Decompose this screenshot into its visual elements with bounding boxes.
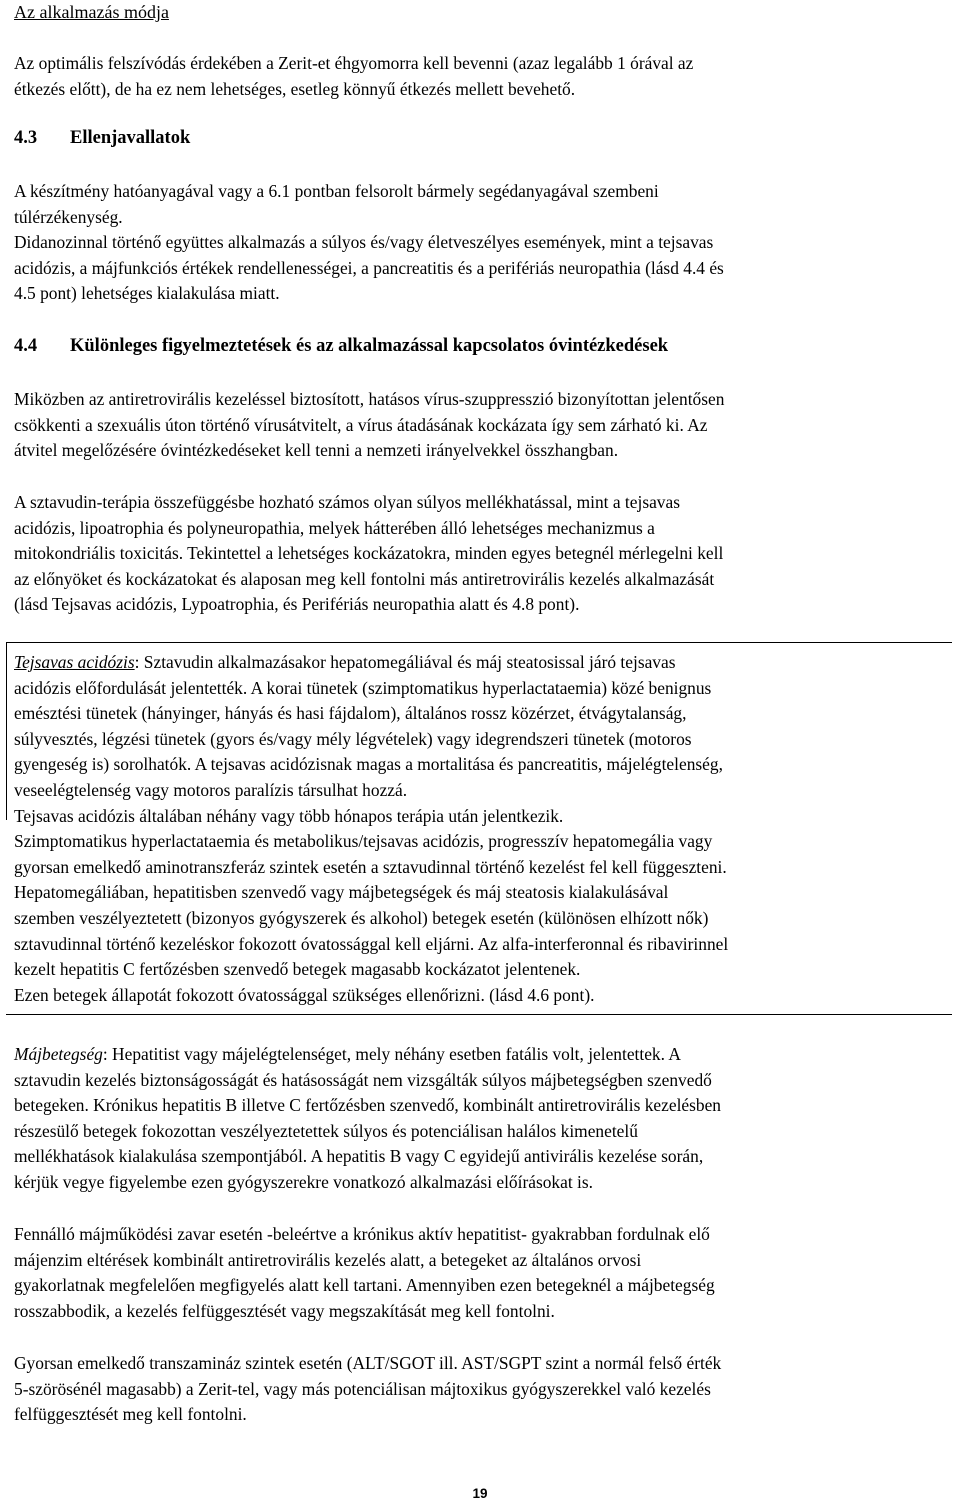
text-line: rosszabbodik, a kezelés felfüggesztését vagy megszakítását meg kell fontolni. — [14, 1300, 555, 1321]
text-line: Didanozinnal történő együttes alkalmazás a súlyos és/vagy életveszélyes események, mint a tejsavas — [14, 232, 714, 253]
text-line: 5-szörösénél magasabb) a Zerit-tel, vagy más potenciálisan májtoxikus gyógyszerekkel való kezelés — [14, 1378, 711, 1399]
text-line: májenzim eltérések kombinált antiretrovirális kezelés alatt, a betegeket az általános orvosi — [14, 1249, 642, 1270]
text-line: kérjük vegye figyelembe ezen gyógyszerekre vonatkozó alkalmazási előírásokat is. — [14, 1171, 593, 1192]
text-line: Tejsavas acidózis általában néhány vagy több hónapos terápia után jelentkezik. — [14, 805, 564, 826]
text-line: sztavudin kezelés biztonságosságát és hatásosságát nem vizsgálták súlyos májbetegségben szenvedő — [14, 1069, 712, 1090]
text-line: betegeken. Krónikus hepatitis B illetve C fertőzésben szenvedő, kombinált antiretrovirális kezelésben — [14, 1095, 721, 1116]
section-4-3-heading — [14, 128, 190, 149]
text-line: gyorsan emelkedő aminotranszferáz szintek esetén a sztavudinnal történő kezelést fel kell függeszteni. — [14, 856, 727, 877]
lactic-acidosis-paragraph — [14, 650, 728, 1008]
box-left-border — [6, 642, 7, 820]
box-top-border — [6, 642, 952, 643]
stavudine-risk-paragraph — [14, 490, 723, 618]
text-line: Az optimális felszívódás érdekében a Zerit-et éhgyomorra kell bevenni (azaz legalább 1 órával az — [14, 53, 694, 73]
text-line: Ezen betegek állapotát fokozott óvatossággal szükséges ellenőrizni. (lásd 4.6 pont). — [14, 984, 595, 1005]
transaminase-paragraph — [14, 1351, 721, 1428]
text-line: gyengeség is) sorolhatók. A tejsavas acidózisnak magas a mortalitása és pancreatitis, májelégtelenség, — [14, 754, 723, 775]
section-title: Különleges figyelmeztetések és az alkalmazással kapcsolatos óvintézkedések — [70, 336, 669, 356]
text-line — [14, 1042, 721, 1068]
usage-paragraph — [14, 51, 693, 102]
liver-dysfunction-paragraph — [14, 1222, 715, 1324]
text-line: túlérzékenység. — [14, 206, 123, 227]
section-number: 4.4 — [14, 336, 38, 356]
text-line: sztavudinnal történő kezeléskor fokozott óvatossággal kell eljárni. Az alfa-interferonnal és ribavirinnel — [14, 933, 729, 954]
text-line: Fennálló májműködési zavar esetén -beleértve a krónikus aktív hepatitist- gyakrabban fordulnak elő — [14, 1224, 710, 1244]
page-number: 19 — [472, 1486, 488, 1501]
liver-disease-label: Májbetegség — [14, 1044, 103, 1064]
text-line: szemben veszélyeztetett (bizonyos gyógyszerek és alkohol) betegek esetén (különösen elhízott nők) — [14, 907, 709, 928]
section-4-4-heading — [14, 336, 668, 357]
text-line: veseelégtelenség vagy motoros paralízis társulhat hozzá. — [14, 779, 408, 800]
lactic-acidosis-first-line: : Sztavudin alkalmazásakor hepatomegáliával és máj steatosissal járó tejsavas — [134, 652, 676, 672]
text-line: acidózis előfordulását jelentették. A korai tünetek (szimptomatikus hyperlactataemia) közé benignus — [14, 677, 712, 698]
text-line: 4.5 pont) lehetséges kialakulása miatt. — [14, 283, 280, 304]
text-line: Szimptomatikus hyperlactataemia és metabolikus/tejsavas acidózis, progresszív hepatomegália vagy — [14, 831, 713, 852]
text-line: A készítmény hatóanyagával vagy a 6.1 pontban felsorolt bármely segédanyagával szembeni — [14, 181, 659, 201]
text-line: gyakorlatnak megfelelően megfigyelés alatt kell tartani. Amennyiben ezen betegeknél a májbetegség — [14, 1275, 715, 1296]
liver-disease-paragraph — [14, 1042, 721, 1196]
text-line: kezelt hepatitis C fertőzésben szenvedő betegek magasabb kockázatot jelentenek. — [14, 959, 581, 980]
liver-disease-first-line: : Hepatitist vagy májelégtelenséget, mely néhány esetben fatális volt, jelentettek. A — [102, 1044, 681, 1064]
text-line: súlyvesztés, légzési tünetek (gyors és/vagy mély légvételek) vagy idegrendszeri tünetek (motoros — [14, 728, 692, 749]
contraindications-paragraph — [14, 179, 724, 307]
box-bottom-border — [6, 1014, 952, 1015]
text-line: átvitel megelőzésére óvintézkedéseket kell tenni a nemzeti irányelvekkel összhangban. — [14, 440, 619, 461]
text-line: felfüggesztését meg kell fontolni. — [14, 1404, 247, 1425]
usage-heading: Az alkalmazás módja — [14, 2, 169, 22]
transmission-paragraph — [14, 387, 724, 464]
text-line: (lásd Tejsavas acidózis, Lypoatrophia, és Perifériás neuropathia alatt és 4.8 pont). — [14, 594, 580, 615]
text-line: Hepatomegáliában, hepatitisben szenvedő vagy májbetegségek és máj steatosis kialakulásával — [14, 882, 669, 903]
section-title: Ellenjavallatok — [70, 128, 191, 148]
text-line: A sztavudin-terápia összefüggésbe hozható számos olyan súlyos mellékhatással, mint a tejsavas — [14, 492, 680, 512]
text-line — [14, 650, 728, 676]
text-line: acidózis, lipoatrophia és polyneuropathia, melyek hátterében álló lehetséges mechanizmus a — [14, 517, 655, 538]
text-line: Miközben az antiretrovirális kezeléssel biztosított, hatásos vírus-szuppresszió bizonyítottan jelentősen — [14, 389, 725, 409]
text-line: csökkenti a szexuális úton történő vírusátvitelt, a vírus átadásának kockázata így sem zárható ki. Az — [14, 414, 708, 435]
text-line: az előnyöket és kockázatokat és alaposan meg kell fontolni más antiretrovirális kezelés alkalmazását — [14, 568, 715, 589]
text-line: acidózis, a májfunkciós értékek rendellenességei, a pancreatitis és a perifériás neuropathia (lásd 4.4 és — [14, 257, 724, 278]
text-line: Gyorsan emelkedő transzamináz szintek esetén (ALT/SGOT ill. AST/SGPT szint a normál felső érték — [14, 1353, 722, 1373]
text-line: étkezés előtt), de ha ez nem lehetséges, esetleg könnyű étkezés mellett bevehető. — [14, 78, 576, 99]
lactic-acidosis-label: Tejsavas acidózis — [14, 652, 135, 672]
text-line: emésztési tünetek (hányinger, hányás és hasi fájdalom), általános rossz közérzet, étvágytalanság, — [14, 703, 687, 724]
text-line: mellékhatások kialakulása szempontjából. A hepatitis B vagy C egyidejű antivirális kezelése során, — [14, 1146, 704, 1167]
text-line: részesülő betegek fokozottan veszélyeztetettek súlyos és potenciálisan halálos kimenetelű — [14, 1120, 638, 1141]
section-number: 4.3 — [14, 128, 38, 148]
text-line: mitokondriális toxicitás. Tekintettel a lehetséges kockázatokra, minden egyes betegnél mérlegelni kell — [14, 543, 724, 564]
